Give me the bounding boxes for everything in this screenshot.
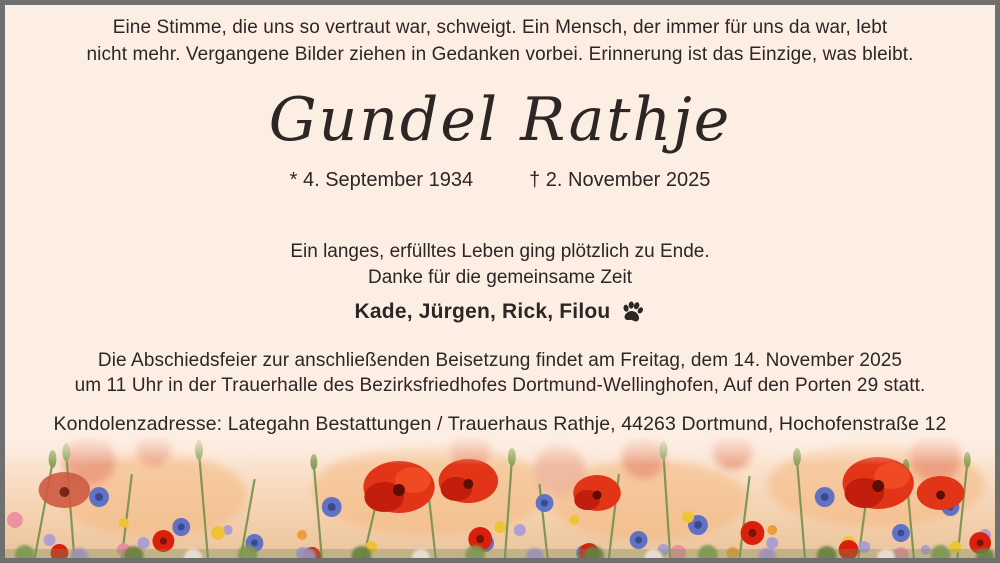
birth-date: * 4. September 1934 <box>289 169 474 191</box>
tribute <box>5 239 995 326</box>
family-names-text: Kade, Jürgen, Rick, Filou <box>354 300 611 323</box>
paw-print-icon <box>617 297 647 327</box>
family-names <box>355 298 646 326</box>
tribute-line-1: Ein langes, erfülltes Leben ging plötzlich zu Ende. <box>290 241 710 262</box>
epitaph-line-2: nicht mehr. Vergangene Bilder ziehen in Gedanken vorbei. Erinnerung ist das Einzige, was bleibt. <box>86 44 914 65</box>
epitaph <box>5 5 995 68</box>
death-date: † 2. November 2025 <box>529 169 711 191</box>
ceremony-line-1: Die Abschiedsfeier zur anschließenden Beisetzung findet am Freitag, dem 14. November 2025 <box>97 350 903 371</box>
condolence-address: Kondolenzadresse: Lategahn Bestattungen / Trauerhaus Rathje, 44263 Dortmund, Hochofenstraße 12 <box>53 413 947 435</box>
life-dates <box>5 167 995 193</box>
tribute-line-2: Danke für die gemeinsame Zeit <box>367 267 632 288</box>
flower-meadow-image <box>5 435 995 558</box>
epitaph-line-1: Eine Stimme, die uns so vertraut war, schweigt. Ein Mensch, der immer für uns da war, lebt <box>112 17 888 38</box>
ceremony-line-2: um 11 Uhr in der Trauerhalle des Bezirksfriedhofes Dortmund-Wellinghofen, Auf den Porten 29 statt. <box>74 375 926 396</box>
deceased-name: Gundel Rathje <box>268 85 732 155</box>
ceremony-info <box>5 348 995 398</box>
